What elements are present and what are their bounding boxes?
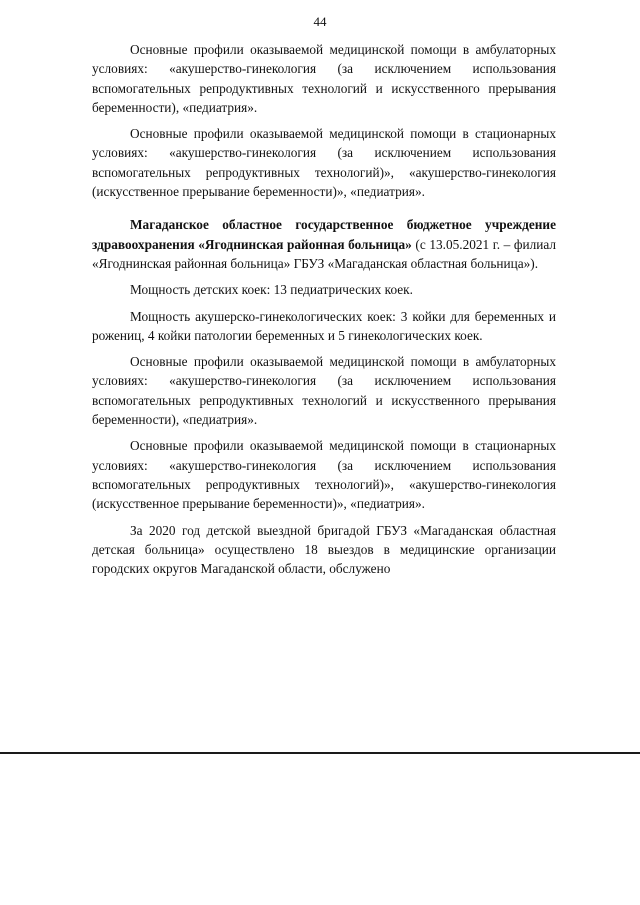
institution-name: Магаданское областное государственное бюджетное учреждение здравоохранения «Ягоднинская районная больница» — [92, 217, 556, 252]
paragraph-inpatient-profiles: Основные профили оказываемой медицинской помощи в стационарных условиях: «акушерство-гинекология (за исключением использования вспомогательных репродуктивных технологий)», «акушерство-гинекология (искусственное прерывание беременности)», «педиатрия». — [92, 126, 556, 200]
institution-note: (с 13.05.2021 г. – филиал «Ягоднинская районная больница» ГБУЗ «Магаданская областная больница»). — [92, 236, 557, 271]
paragraph-ambulatory-profiles: Основные профили оказываемой медицинской помощи в амбулаторных условиях: «акушерство-гинекология (за исключением использования вспомогательных репродуктивных технологий и искусственного прерывания беременности), «педиатрия». — [92, 42, 556, 115]
paragraph-ambulatory-profiles-2: Основные профили оказываемой медицинской помощи в амбулаторных условиях: «акушерство-гинекология (за исключением использования вспомогательных репродуктивных технологий и искусственного прерывания беременности), «педиатрия». — [92, 354, 556, 428]
paragraph-institution-heading — [92, 215, 556, 273]
paragraph-children-beds: Мощность детских коек: 13 педиатрических коек. — [130, 282, 413, 298]
document-body — [92, 40, 556, 585]
paragraph-obstetric-beds: Мощность акушерско-гинекологических коек: 3 койки для беременных и рожениц, 4 койки патологии беременных и 5 гинекологических коек. — [92, 308, 556, 343]
page-bottom-rule — [0, 752, 640, 754]
paragraph-inpatient-profiles-2: Основные профили оказываемой медицинской помощи в стационарных условиях: «акушерство-гинекология (за исключением использования вспомогательных репродуктивных технологий)», «акушерство-гинекология (искусственное прерывание беременности)», «педиатрия». — [92, 438, 556, 512]
page-number: 44 — [313, 14, 327, 29]
paragraph-field-team: За 2020 год детской выездной бригадой ГБУЗ «Магаданская областная детская больница» осуществлено 18 выездов в медицинские организации городских округов Магаданской области, обслужено — [92, 522, 556, 577]
